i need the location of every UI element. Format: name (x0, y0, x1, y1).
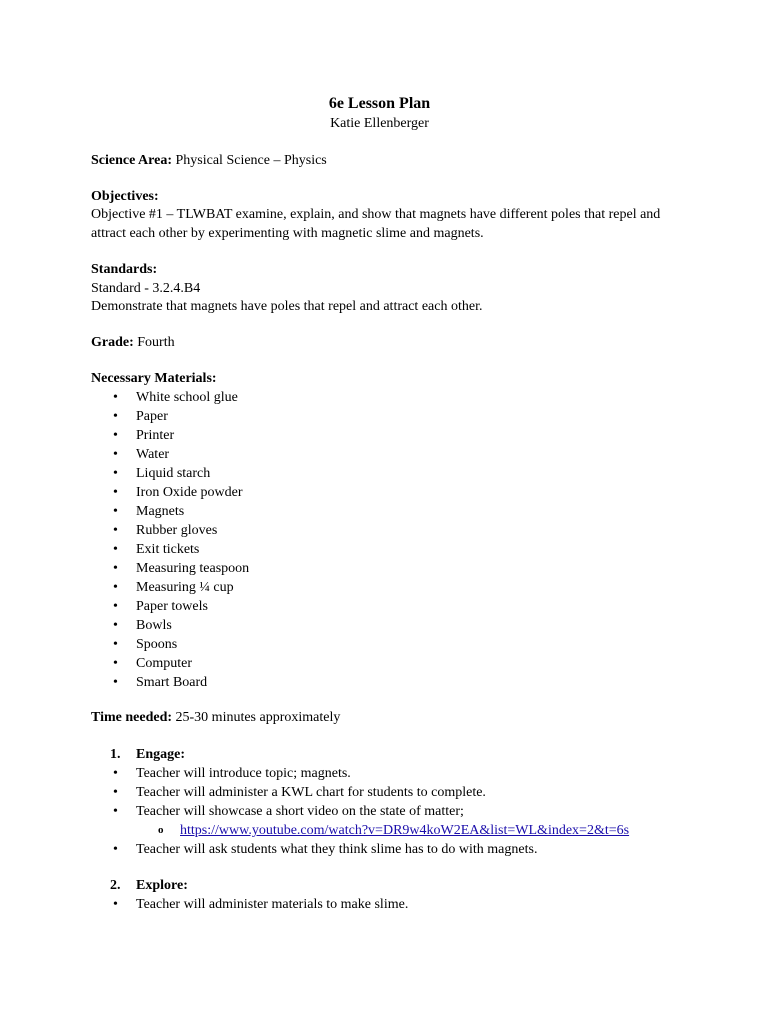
list-item: • Bowls (91, 616, 668, 635)
sub-bullet-marker: o (158, 824, 164, 837)
science-area-value: Physical Science – Physics (175, 153, 327, 168)
engage-label: Engage: (136, 747, 185, 763)
list-item: • Paper towels (91, 597, 668, 616)
objectives-heading: Objectives: (91, 188, 159, 204)
list-item: • White school glue (91, 388, 668, 407)
list-item: • Printer (91, 426, 668, 445)
list-item: • Teacher will administer a KWL chart for students to complete. (91, 783, 668, 802)
explore-number: 2. (110, 878, 121, 894)
list-item: • Rubber gloves (91, 521, 668, 540)
list-item: • Iron Oxide powder (91, 483, 668, 502)
list-item: • Teacher will introduce topic; magnets. (91, 764, 668, 783)
engage-list-continued (91, 840, 668, 859)
explore-label: Explore: (136, 878, 188, 894)
grade-line (91, 334, 668, 353)
engage-list (91, 764, 668, 821)
explore-list (91, 895, 668, 914)
list-item: • Teacher will administer materials to make slime. (91, 895, 668, 914)
list-item: • Smart Board (91, 673, 668, 692)
list-item: • Exit tickets (91, 540, 668, 559)
materials-list (91, 388, 668, 692)
list-item: • Paper (91, 407, 668, 426)
standard-description: Demonstrate that magnets have poles that repel and attract each other. (91, 299, 483, 315)
time-needed-line (91, 709, 668, 728)
standard-code: Standard - 3.2.4.B4 (91, 280, 201, 296)
time-needed-value: 25-30 minutes approximately (175, 710, 341, 726)
engage-heading (91, 745, 668, 764)
video-link-item (91, 821, 668, 840)
list-item: • Liquid starch (91, 464, 668, 483)
explore-heading (91, 876, 668, 895)
science-area-line (91, 152, 668, 171)
list-item: • Water (91, 445, 668, 464)
list-item: • Teacher will ask students what they think slime has to do with magnets. (91, 840, 668, 859)
objective-text: Objective #1 – TLWBAT examine, explain, and show that magnets have different poles that repel and attract each other by experimenting with magnetic slime and magnets. (91, 207, 661, 242)
list-item: • Spoons (91, 635, 668, 654)
list-item: • Magnets (91, 502, 668, 521)
list-item: • Teacher will showcase a short video on the state of matter; (91, 802, 668, 821)
video-link[interactable]: https://www.youtube.com/watch?v=DR9w4koW2EA&list=WL&index=2&t=6s (180, 823, 630, 839)
author-name: Katie Ellenberger (330, 116, 429, 131)
standards-heading: Standards: (91, 261, 158, 277)
grade-label: Grade: (91, 334, 134, 350)
list-item: • Measuring teaspoon (91, 559, 668, 578)
engage-number: 1. (110, 747, 121, 763)
list-item: • Measuring ¼ cup (91, 578, 668, 597)
science-area-label: Science Area: (91, 153, 172, 168)
list-item: • Computer (91, 654, 668, 673)
grade-value: Fourth (137, 334, 175, 350)
time-needed-label: Time needed: (91, 710, 173, 726)
page-title: 6e Lesson Plan (328, 95, 431, 112)
materials-heading: Necessary Materials: (91, 370, 217, 386)
